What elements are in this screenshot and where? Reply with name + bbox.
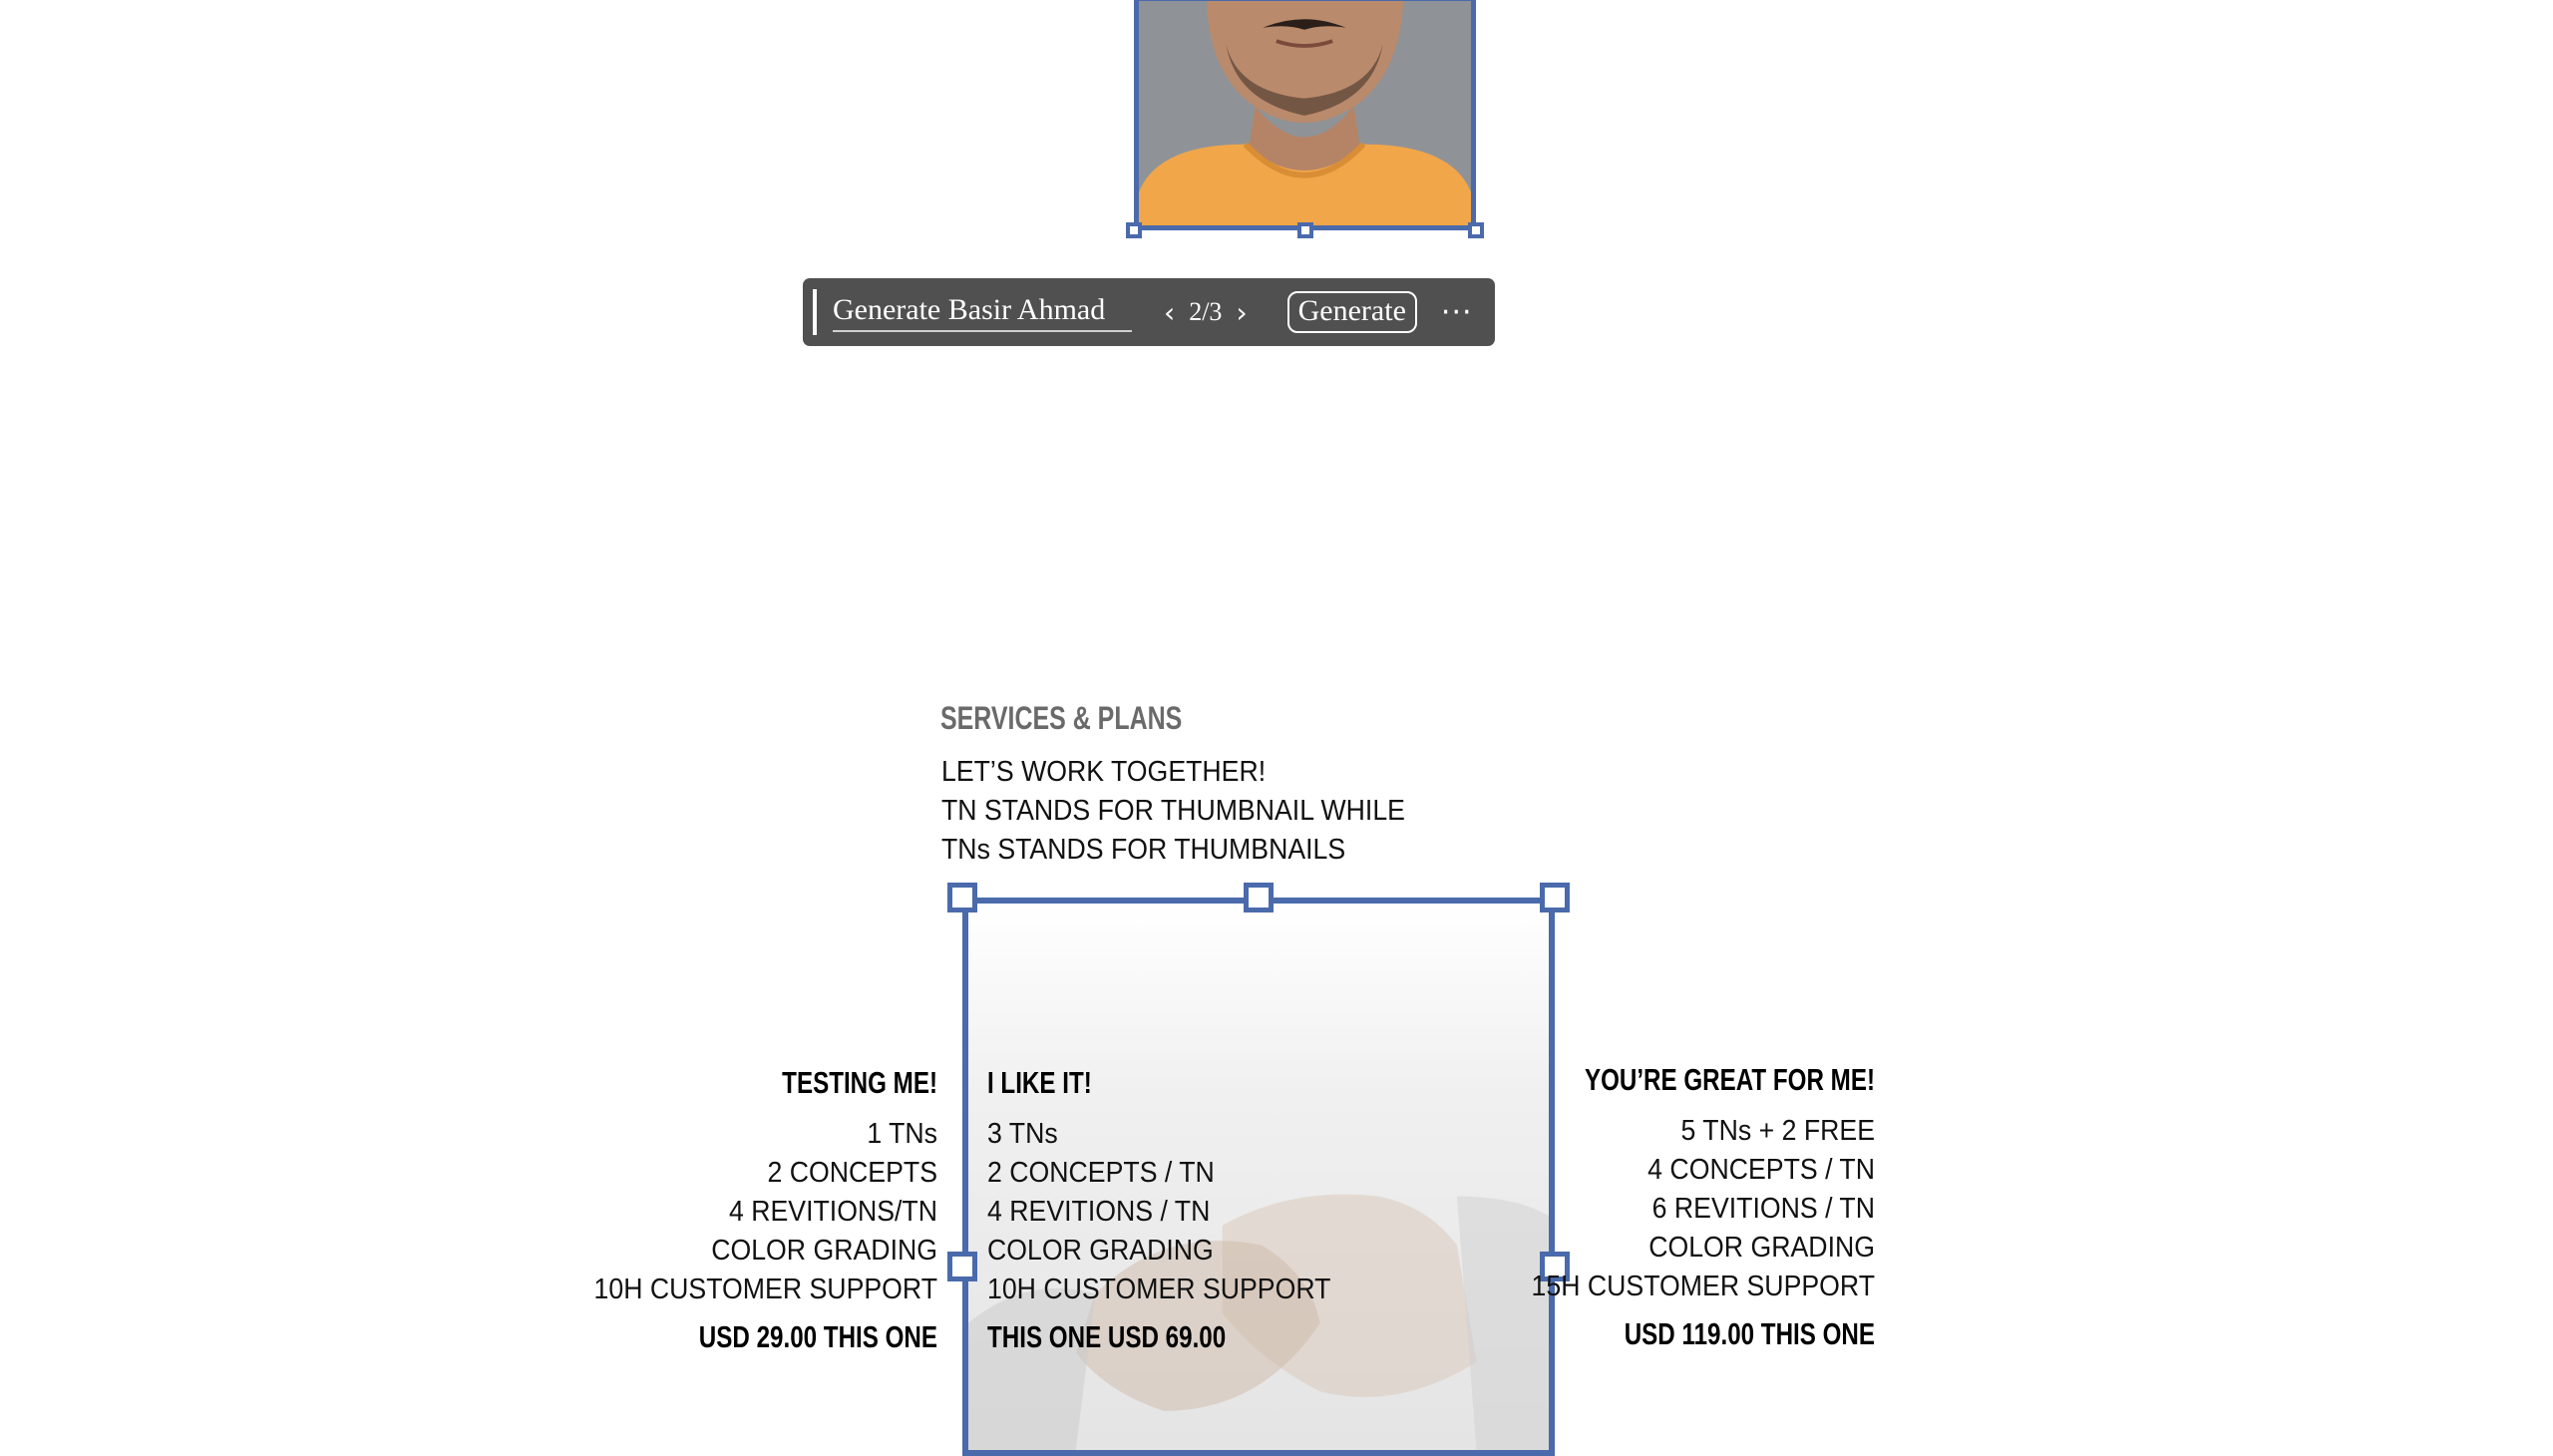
plan-feature: 10H CUSTOMER SUPPORT [987,1274,1331,1305]
resize-handle-top-right[interactable] [1540,883,1570,912]
resize-handle-bottom-center[interactable] [1297,222,1313,238]
resize-handle-bottom-left[interactable] [1126,222,1142,238]
chevron-left-icon[interactable]: ‹ [1164,295,1176,329]
generate-taskbar [803,278,1495,346]
plan-features [1508,1112,1875,1306]
plan-card-testing [539,1065,937,1355]
plan-feature: COLOR GRADING [711,1235,937,1267]
plan-features [987,1115,1446,1309]
plan-feature: 4 CONCEPTS / TN [1647,1154,1875,1186]
plan-price: USD 29.00 THIS ONE [698,1319,937,1354]
plan-feature: COLOR GRADING [987,1235,1214,1267]
plan-title: YOU’RE GREAT FOR ME! [1584,1062,1875,1097]
plan-feature: 3 TNs [987,1118,1058,1150]
more-horizontal-icon[interactable]: ··· [1440,294,1473,330]
plan-feature: 6 REVITIONS / TN [1651,1193,1875,1225]
plan-features [570,1115,937,1309]
resize-handle-middle-left[interactable] [947,1252,977,1281]
services-intro [941,753,1405,870]
plan-feature: 15H CUSTOMER SUPPORT [1531,1271,1875,1302]
services-line: TN STANDS FOR THUMBNAIL WHILE [941,795,1405,827]
resize-handle-bottom-right[interactable] [1468,222,1484,238]
plan-feature: COLOR GRADING [1648,1232,1875,1264]
services-line: TNs STANDS FOR THUMBNAILS [941,834,1346,866]
generate-prompt-input[interactable]: Generate Basir Ahmad [833,293,1132,332]
plan-feature: 4 REVITIONS/TN [728,1196,937,1228]
services-line: LET’S WORK TOGETHER! [941,756,1267,788]
resize-handle-top-center[interactable] [1244,883,1274,912]
portrait-graphic [1139,1,1471,225]
plan-title: I LIKE IT! [987,1065,1092,1100]
text-cursor [813,289,817,335]
variation-counter: 2/3 [1189,297,1223,326]
variation-navigator [1158,296,1254,329]
portrait-image[interactable] [1134,0,1476,230]
plan-title: TESTING ME! [782,1065,937,1100]
plan-feature: 2 CONCEPTS [767,1157,937,1189]
plan-feature: 10H CUSTOMER SUPPORT [593,1274,937,1305]
generate-button[interactable]: Generate [1287,291,1417,333]
plan-feature: 2 CONCEPTS / TN [987,1157,1215,1189]
services-title: SERVICES & PLANS [940,700,1183,736]
plan-card-like-it [987,1065,1486,1355]
plan-feature: 4 REVITIONS / TN [987,1196,1211,1228]
resize-handle-top-left[interactable] [947,883,977,912]
plan-price: USD 119.00 THIS ONE [1624,1316,1875,1351]
plan-feature: 1 TNs [867,1118,937,1150]
plan-price: THIS ONE USD 69.00 [987,1319,1227,1354]
plan-card-great [1476,1062,1875,1352]
plan-feature: 5 TNs + 2 FREE [1680,1115,1875,1147]
chevron-right-icon[interactable]: › [1236,295,1248,329]
